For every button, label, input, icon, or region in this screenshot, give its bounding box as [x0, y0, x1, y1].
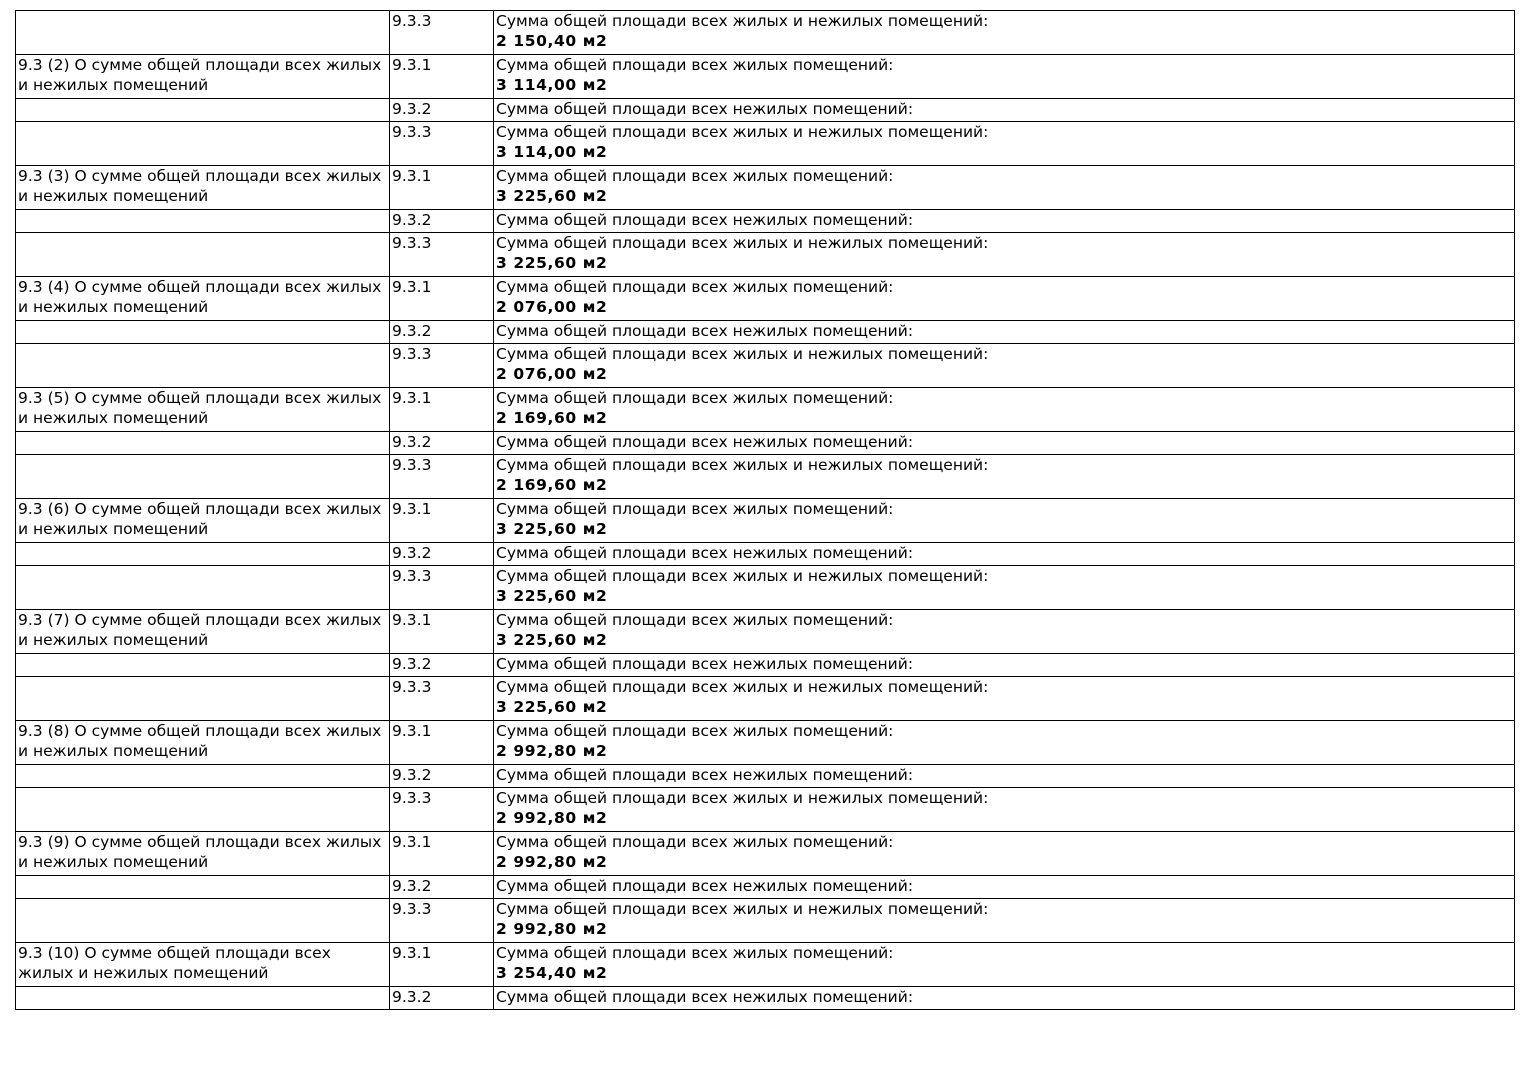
item-content-cell	[494, 166, 1515, 210]
area-value: 3 225,60 м2	[496, 587, 608, 605]
section-title-cell	[16, 321, 390, 344]
section-title-cell	[16, 210, 390, 233]
table-row	[16, 99, 1515, 122]
item-label: Сумма общей площади всех жилых и нежилых помещений:	[496, 900, 989, 918]
item-content-cell	[494, 943, 1515, 987]
table-row	[16, 321, 1515, 344]
item-content-cell	[494, 321, 1515, 344]
item-content-cell	[494, 55, 1515, 99]
item-code-cell: 9.3.1	[390, 166, 494, 210]
item-content-cell	[494, 11, 1515, 55]
table-row	[16, 943, 1515, 987]
table-row	[16, 432, 1515, 455]
item-code-cell: 9.3.2	[390, 432, 494, 455]
item-content-cell	[494, 677, 1515, 721]
item-code-cell: 9.3.1	[390, 55, 494, 99]
table-row	[16, 55, 1515, 99]
item-content-cell	[494, 721, 1515, 765]
section-title-cell	[16, 677, 390, 721]
item-content-cell	[494, 210, 1515, 233]
section-title-cell: 9.3 (7) О сумме общей площади всех жилых и нежилых помещений	[16, 610, 390, 654]
area-value: 3 225,60 м2	[496, 520, 608, 538]
item-content-cell	[494, 899, 1515, 943]
item-label: Сумма общей площади всех жилых помещений:	[496, 611, 894, 629]
item-content-cell	[494, 432, 1515, 455]
table-row	[16, 721, 1515, 765]
table-row	[16, 277, 1515, 321]
item-label: Сумма общей площади всех жилых помещений:	[496, 167, 894, 185]
area-value: 2 169,60 м2	[496, 409, 608, 427]
item-code-cell: 9.3.2	[390, 99, 494, 122]
area-value: 3 225,60 м2	[496, 698, 608, 716]
item-code-cell: 9.3.3	[390, 566, 494, 610]
table-row	[16, 677, 1515, 721]
table-body	[16, 11, 1515, 1010]
item-content-cell	[494, 277, 1515, 321]
item-content-cell	[494, 566, 1515, 610]
item-content-cell	[494, 832, 1515, 876]
item-content-cell	[494, 765, 1515, 788]
area-value: 3 114,00 м2	[496, 143, 608, 161]
item-content-cell	[494, 499, 1515, 543]
area-value: 3 225,60 м2	[496, 187, 608, 205]
section-title-cell	[16, 788, 390, 832]
item-code-cell: 9.3.1	[390, 499, 494, 543]
item-label: Сумма общей площади всех жилых и нежилых помещений:	[496, 456, 989, 474]
section-title-cell	[16, 987, 390, 1010]
item-code-cell: 9.3.3	[390, 233, 494, 277]
item-label: Сумма общей площади всех нежилых помещений:	[496, 766, 914, 784]
item-label: Сумма общей площади всех жилых помещений:	[496, 389, 894, 407]
table-row	[16, 499, 1515, 543]
area-value: 3 225,60 м2	[496, 254, 608, 272]
item-label: Сумма общей площади всех жилых помещений:	[496, 278, 894, 296]
item-content-cell	[494, 344, 1515, 388]
table-row	[16, 455, 1515, 499]
section-title-cell	[16, 344, 390, 388]
item-label: Сумма общей площади всех нежилых помещений:	[496, 211, 914, 229]
section-title-cell	[16, 899, 390, 943]
item-label: Сумма общей площади всех жилых помещений:	[496, 500, 894, 518]
item-code-cell: 9.3.3	[390, 899, 494, 943]
area-value: 2 169,60 м2	[496, 476, 608, 494]
section-title-cell: 9.3 (10) О сумме общей площади всех жилых и нежилых помещений	[16, 943, 390, 987]
item-code-cell: 9.3.2	[390, 654, 494, 677]
item-label: Сумма общей площади всех нежилых помещений:	[496, 544, 914, 562]
table-row	[16, 654, 1515, 677]
area-value: 3 114,00 м2	[496, 76, 608, 94]
item-label: Сумма общей площади всех нежилых помещений:	[496, 433, 914, 451]
item-label: Сумма общей площади всех нежилых помещений:	[496, 877, 914, 895]
section-title-cell: 9.3 (3) О сумме общей площади всех жилых и нежилых помещений	[16, 166, 390, 210]
item-label: Сумма общей площади всех жилых и нежилых помещений:	[496, 123, 989, 141]
table-row	[16, 344, 1515, 388]
area-value: 2 076,00 м2	[496, 298, 608, 316]
item-label: Сумма общей площади всех жилых и нежилых помещений:	[496, 234, 989, 252]
section-title-cell	[16, 455, 390, 499]
table-row	[16, 788, 1515, 832]
table-row	[16, 210, 1515, 233]
item-label: Сумма общей площади всех жилых помещений:	[496, 833, 894, 851]
section-title-cell	[16, 654, 390, 677]
table-row	[16, 566, 1515, 610]
item-code-cell: 9.3.3	[390, 677, 494, 721]
item-code-cell: 9.3.3	[390, 344, 494, 388]
table-row	[16, 543, 1515, 566]
item-label: Сумма общей площади всех жилых и нежилых помещений:	[496, 678, 989, 696]
section-title-cell: 9.3 (8) О сумме общей площади всех жилых и нежилых помещений	[16, 721, 390, 765]
item-code-cell: 9.3.3	[390, 788, 494, 832]
item-content-cell	[494, 455, 1515, 499]
item-code-cell: 9.3.2	[390, 210, 494, 233]
item-code-cell: 9.3.1	[390, 832, 494, 876]
section-title-cell	[16, 566, 390, 610]
section-title-cell	[16, 432, 390, 455]
area-value: 2 992,80 м2	[496, 920, 608, 938]
area-value: 2 150,40 м2	[496, 32, 608, 50]
item-label: Сумма общей площади всех жилых помещений:	[496, 944, 894, 962]
table-row	[16, 122, 1515, 166]
table-row	[16, 166, 1515, 210]
item-content-cell	[494, 876, 1515, 899]
section-title-cell	[16, 122, 390, 166]
table-row	[16, 765, 1515, 788]
section-title-cell: 9.3 (2) О сумме общей площади всех жилых и нежилых помещений	[16, 55, 390, 99]
table-row	[16, 233, 1515, 277]
table-row	[16, 832, 1515, 876]
table-row	[16, 388, 1515, 432]
item-code-cell: 9.3.2	[390, 987, 494, 1010]
section-title-cell: 9.3 (5) О сумме общей площади всех жилых и нежилых помещений	[16, 388, 390, 432]
item-code-cell: 9.3.3	[390, 122, 494, 166]
section-title-cell: 9.3 (4) О сумме общей площади всех жилых и нежилых помещений	[16, 277, 390, 321]
area-value: 3 254,40 м2	[496, 964, 608, 982]
item-code-cell: 9.3.2	[390, 321, 494, 344]
item-content-cell	[494, 99, 1515, 122]
table-row	[16, 11, 1515, 55]
section-title-cell	[16, 99, 390, 122]
item-code-cell: 9.3.2	[390, 765, 494, 788]
item-label: Сумма общей площади всех нежилых помещений:	[496, 988, 914, 1006]
item-code-cell: 9.3.2	[390, 543, 494, 566]
section-title-cell: 9.3 (6) О сумме общей площади всех жилых и нежилых помещений	[16, 499, 390, 543]
item-code-cell: 9.3.1	[390, 721, 494, 765]
section-title-cell	[16, 543, 390, 566]
table-row	[16, 610, 1515, 654]
section-title-cell: 9.3 (9) О сумме общей площади всех жилых и нежилых помещений	[16, 832, 390, 876]
item-code-cell: 9.3.2	[390, 876, 494, 899]
item-label: Сумма общей площади всех жилых помещений:	[496, 56, 894, 74]
area-value: 3 225,60 м2	[496, 631, 608, 649]
item-content-cell	[494, 233, 1515, 277]
item-code-cell: 9.3.1	[390, 277, 494, 321]
item-code-cell: 9.3.3	[390, 11, 494, 55]
section-title-cell	[16, 233, 390, 277]
section-title-cell	[16, 876, 390, 899]
declaration-table	[15, 10, 1515, 1010]
area-value: 2 992,80 м2	[496, 809, 608, 827]
item-label: Сумма общей площади всех жилых и нежилых помещений:	[496, 12, 989, 30]
item-code-cell: 9.3.1	[390, 610, 494, 654]
item-content-cell	[494, 987, 1515, 1010]
item-content-cell	[494, 654, 1515, 677]
item-content-cell	[494, 610, 1515, 654]
item-label: Сумма общей площади всех жилых и нежилых помещений:	[496, 567, 989, 585]
table-row	[16, 987, 1515, 1010]
area-value: 2 992,80 м2	[496, 742, 608, 760]
item-label: Сумма общей площади всех нежилых помещений:	[496, 655, 914, 673]
item-content-cell	[494, 388, 1515, 432]
area-value: 2 076,00 м2	[496, 365, 608, 383]
item-content-cell	[494, 788, 1515, 832]
item-code-cell: 9.3.1	[390, 943, 494, 987]
item-content-cell	[494, 543, 1515, 566]
table-row	[16, 899, 1515, 943]
section-title-cell	[16, 765, 390, 788]
item-label: Сумма общей площади всех жилых и нежилых помещений:	[496, 345, 989, 363]
item-code-cell: 9.3.1	[390, 388, 494, 432]
item-label: Сумма общей площади всех нежилых помещений:	[496, 322, 914, 340]
section-title-cell	[16, 11, 390, 55]
item-label: Сумма общей площади всех жилых и нежилых помещений:	[496, 789, 989, 807]
area-value: 2 992,80 м2	[496, 853, 608, 871]
item-content-cell	[494, 122, 1515, 166]
item-label: Сумма общей площади всех жилых помещений:	[496, 722, 894, 740]
table-row	[16, 876, 1515, 899]
item-code-cell: 9.3.3	[390, 455, 494, 499]
item-label: Сумма общей площади всех нежилых помещений:	[496, 100, 914, 118]
